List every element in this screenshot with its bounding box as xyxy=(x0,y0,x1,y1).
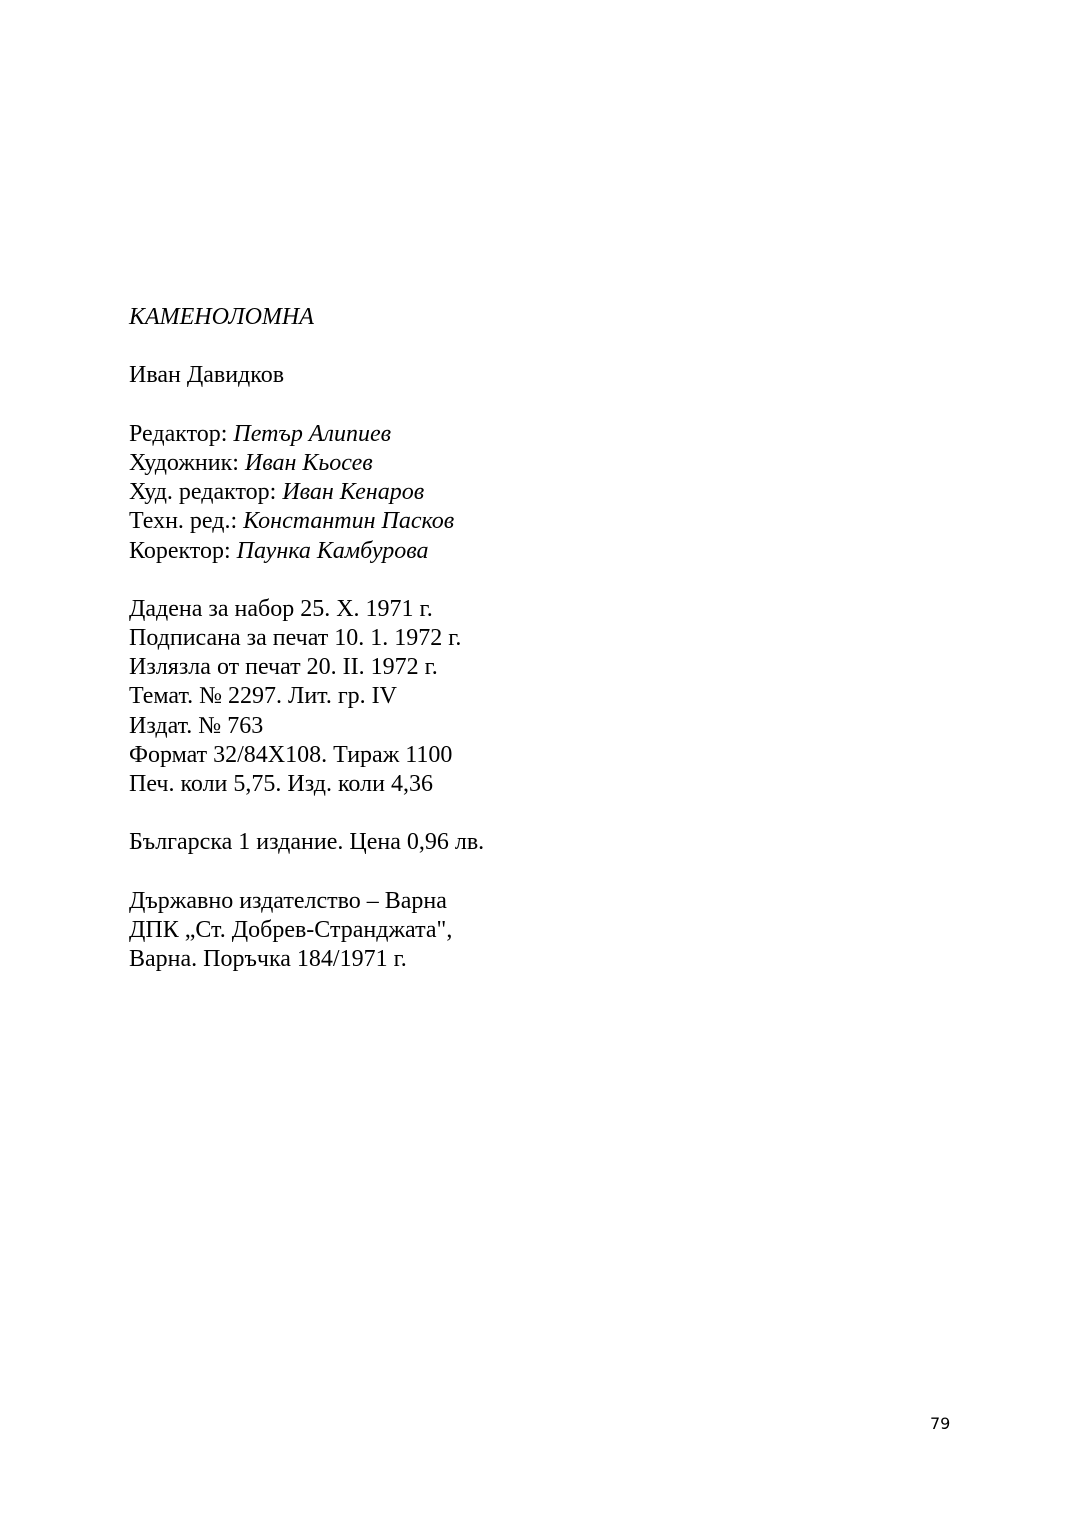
publisher-line: ДПК „Ст. Добрев-Странджата", xyxy=(129,916,453,943)
colophon xyxy=(129,303,929,974)
credit-artist xyxy=(129,449,929,478)
production-line: Издат. № 763 xyxy=(129,712,264,739)
credit-name: Паунка Камбурова xyxy=(236,537,429,564)
page-number: 79 xyxy=(930,1414,951,1433)
credit-role: Художник: xyxy=(129,449,245,476)
publisher-block xyxy=(129,887,929,975)
credits-block xyxy=(129,420,929,566)
book-title: КАМЕНОЛОМНА xyxy=(129,304,314,330)
edition-price: Българска 1 издание. Цена 0,96 лв. xyxy=(129,829,485,856)
author-name: Иван Давидков xyxy=(129,362,285,389)
production-line: Формат 32/84X108. Тираж 1100 xyxy=(129,741,453,768)
credit-art-editor xyxy=(129,478,929,507)
credit-role: Редактор: xyxy=(129,420,234,447)
production-line: Излязла от печат 20. II. 1972 г. xyxy=(129,654,438,681)
credit-name: Иван Кенаров xyxy=(282,479,425,506)
production-line: Подписана за печат 10. 1. 1972 г. xyxy=(129,625,462,652)
credit-name: Константин Пасков xyxy=(243,508,455,535)
spacer xyxy=(129,858,929,887)
production-block xyxy=(129,595,929,799)
credit-proofreader xyxy=(129,537,929,566)
publisher-line: Варна. Поръчка 184/1971 г. xyxy=(129,946,407,973)
publisher-line: Държавно издателство – Варна xyxy=(129,887,447,914)
spacer xyxy=(129,391,929,420)
credit-editor xyxy=(129,420,929,449)
production-line: Дадена за набор 25. X. 1971 г. xyxy=(129,595,433,622)
credit-tech-editor xyxy=(129,507,929,536)
spacer xyxy=(129,566,929,595)
credit-role: Коректор: xyxy=(129,537,237,564)
credit-role: Техн. ред.: xyxy=(129,508,244,535)
credit-name: Иван Кьосев xyxy=(244,449,373,476)
production-line: Темат. № 2297. Лит. гр. IV xyxy=(129,683,398,710)
spacer xyxy=(129,799,929,828)
spacer xyxy=(129,332,929,361)
production-line: Печ. коли 5,75. Изд. коли 4,36 xyxy=(129,771,433,797)
credit-name: Петър Алипиев xyxy=(233,420,392,447)
credit-role: Худ. редактор: xyxy=(129,479,283,506)
